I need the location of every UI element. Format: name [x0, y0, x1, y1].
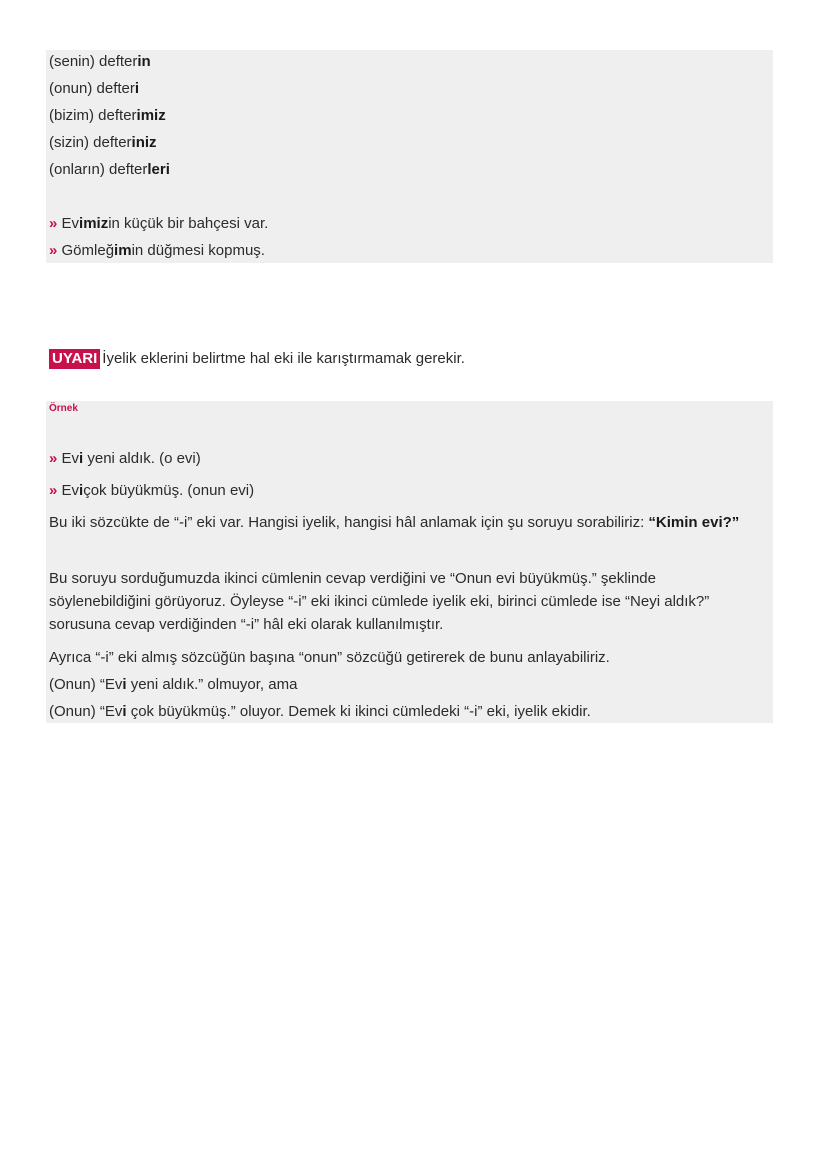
example-sentence: » Evi yeni aldık. (o evi)	[49, 450, 201, 467]
list-item: (bizim) defterimiz	[49, 107, 166, 124]
list-item: (onun) defteri	[49, 80, 140, 97]
explanation-paragraph: Bu soruyu sorduğumuzda ikinci cümlenin cevap verdiğini ve “Onun evi büyükmüş.” şeklinde söylenebildiğini görüyoruz. Öyleyse “-i” eki ikinci cümlede iyelik eki, birinci cümlede ise “Neyi aldık?” sorusuna cevap verdiğinden “-i” hâl eki olarak kullanılmıştır.	[49, 570, 710, 633]
explanation-line: (Onun) “Evi yeni aldık.” olmuyor, ama	[49, 676, 298, 693]
example-sentence: » Eviçok büyükmüş. (onun evi)	[49, 482, 255, 499]
example-explanation-box	[46, 401, 773, 723]
explanation-line: (Onun) “Evi çok büyükmüş.” oluyor. Demek ki ikinci cümledeki “-i” eki, iyelik ekidir.	[49, 703, 591, 720]
bullet-icon: »	[49, 450, 58, 467]
bullet-icon: »	[49, 215, 58, 232]
explanation-paragraph: Ayrıca “-i” eki almış sözcüğün başına “onun” sözcüğü getirerek de bunu anlayabiliriz.	[49, 649, 610, 666]
bullet-icon: »	[49, 242, 58, 259]
example-label: Örnek	[49, 403, 78, 414]
warning-text: İyelik eklerini belirtme hal eki ile karıştırmamak gerekir.	[102, 350, 465, 367]
warning-badge: UYARI	[49, 349, 100, 369]
list-item: (senin) defterin	[49, 53, 151, 70]
example-sentence: » Gömleğimin düğmesi kopmuş.	[49, 242, 265, 259]
possessive-example-box	[46, 50, 773, 263]
explanation-paragraph: Bu iki sözcükte de “-i” eki var. Hangisi iyelik, hangisi hâl anlamak için şu soruyu sorabiliriz: “Kimin evi?”	[49, 514, 740, 531]
list-item: (onların) defterleri	[49, 161, 170, 178]
list-item: (sizin) defteriniz	[49, 134, 157, 151]
bullet-icon: »	[49, 482, 58, 499]
warning-note	[49, 348, 465, 370]
example-sentence: » Evimizin küçük bir bahçesi var.	[49, 215, 269, 232]
